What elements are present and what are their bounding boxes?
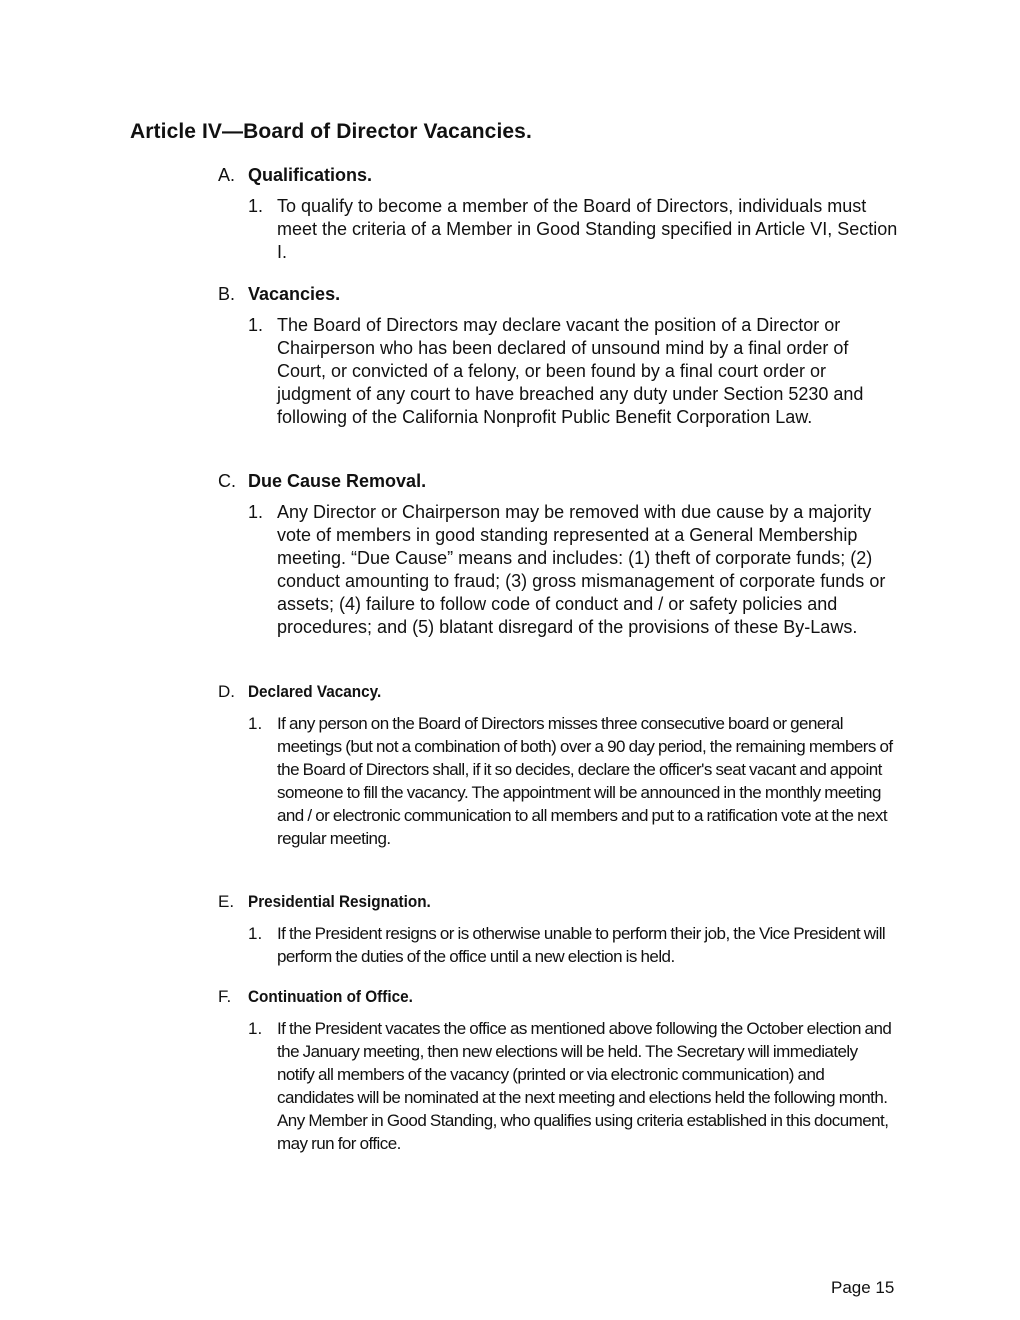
- item-text: If the President vacates the office as mentioned above following the October election and the January meeting, then new elections will be held. The Secretary will immediately notify all members of the vacancy (printed or via electronic communication) and candidates will be nominated at the next meeting and elections held the following month. Any Member in Good Standing, who qualifies using criteria established in this document, may run for office.: [277, 1019, 892, 1153]
- list-item: [248, 922, 898, 968]
- page-number: Page 15: [831, 1278, 895, 1297]
- list-item: [248, 712, 898, 850]
- item-number: 1.: [248, 196, 264, 216]
- section-declared-vacancy: [218, 681, 898, 850]
- section-letter: B.: [218, 284, 236, 304]
- item-text: If the President resigns or is otherwise unable to perform their job, the Vice President will perform the duties of the office until a new election is held.: [277, 924, 886, 966]
- item-number: 1.: [248, 924, 263, 943]
- section-heading: [218, 681, 898, 703]
- section-title: Declared Vacancy.: [248, 682, 382, 701]
- section-qualifications: [218, 164, 898, 264]
- section-title: Vacancies.: [248, 284, 341, 304]
- section-title: Qualifications.: [248, 165, 373, 185]
- section-presidential-resignation: [218, 891, 898, 968]
- section-letter: F.: [218, 987, 232, 1006]
- section-title: Presidential Resignation.: [248, 892, 431, 911]
- section-heading: [218, 470, 898, 492]
- item-text: To qualify to become a member of the Board of Directors, individuals must meet the criteria of a Member in Good Standing specified in Article VI, Section I.: [277, 196, 898, 262]
- section-due-cause-removal: [218, 470, 898, 639]
- list-item: [248, 314, 898, 429]
- section-vacancies: [218, 283, 898, 429]
- section-letter: C.: [218, 471, 236, 491]
- section-heading: [218, 164, 898, 186]
- section-letter: E.: [218, 892, 235, 911]
- section-continuation-of-office: [218, 986, 898, 1155]
- page-title: Article IV—Board of Director Vacancies.: [130, 120, 532, 143]
- item-text: The Board of Directors may declare vacant the position of a Director or Chairperson who has been declared of unsound mind by a final order of Court, or convicted of a felony, or been found by a final court order or judgment of any court to have breached any duty under Section 5230 and following of the California Nonprofit Public Benefit Corporation Law.: [277, 315, 864, 427]
- section-title: Due Cause Removal.: [248, 471, 427, 491]
- list-item: [248, 1017, 898, 1155]
- section-title: Continuation of Office.: [248, 987, 413, 1006]
- section-heading: [218, 986, 898, 1008]
- section-heading: [218, 283, 898, 305]
- item-number: 1.: [248, 315, 264, 335]
- section-letter: A.: [218, 165, 236, 185]
- item-text: Any Director or Chairperson may be removed with due cause by a majority vote of members in good standing represented at a General Membership meeting. “Due Cause” means and includes: (1) theft of corporate funds; (2) conduct amounting to fraud; (3) gross mismanagement of corporate funds or assets; (4) failure to follow code of conduct and / or safety policies and procedures; and (5) blatant disregard of the provisions of these By-Laws.: [277, 502, 886, 637]
- list-item: [248, 501, 898, 639]
- list-item: [248, 195, 898, 264]
- section-letter: D.: [218, 682, 235, 701]
- item-text: If any person on the Board of Directors misses three consecutive board or general meetings (but not a combination of both) over a 90 day period, the remaining members of the Board of Directors shall, if it so decides, declare the officer's seat vacant and appoint someone to fill the vacancy. The appointment will be announced in the monthly meeting and / or electronic communication to all members and put to a ratification vote at the next regular meeting.: [277, 714, 893, 848]
- item-number: 1.: [248, 714, 263, 733]
- item-number: 1.: [248, 502, 264, 522]
- section-heading: [218, 891, 898, 913]
- item-number: 1.: [248, 1019, 263, 1038]
